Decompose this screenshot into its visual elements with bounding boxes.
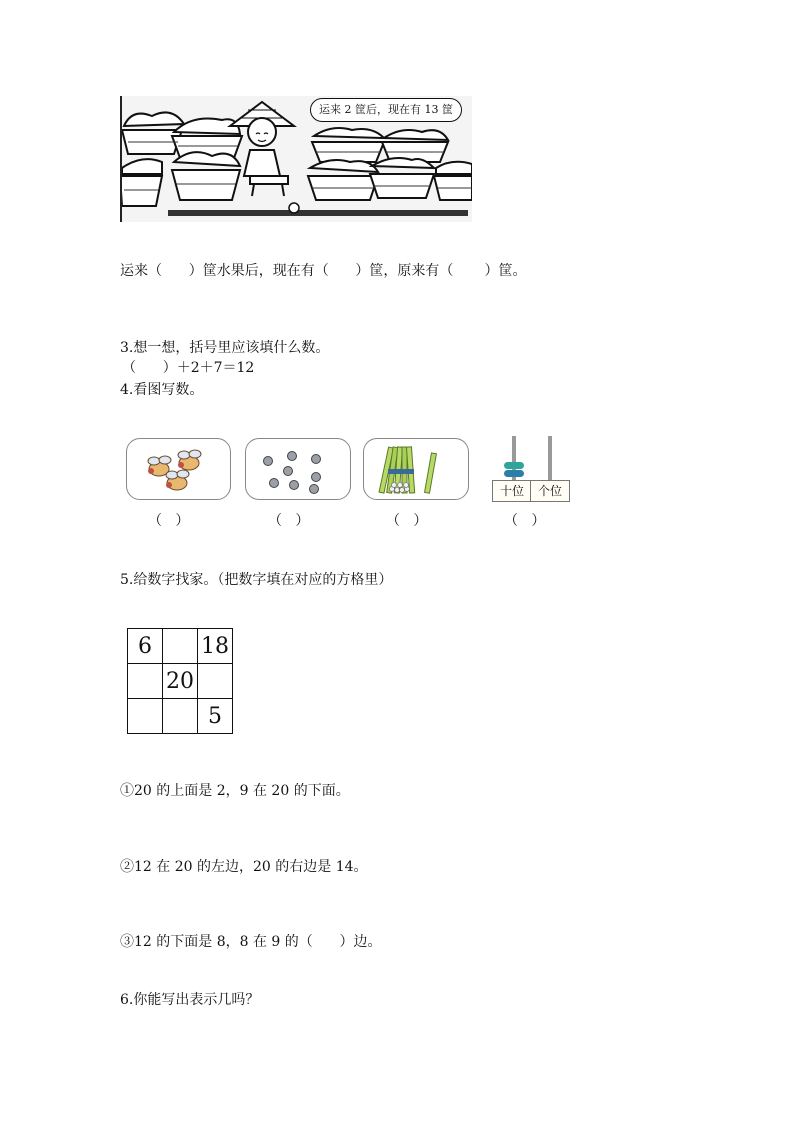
balls-card [245, 438, 351, 500]
q5-clue-3: ③12 的下面是 8，8 在 9 的（ ）边。 [120, 934, 382, 950]
grid-cell[interactable]: 18 [198, 629, 233, 664]
balls-icon [246, 439, 350, 499]
grid-cell[interactable]: 20 [163, 664, 198, 699]
sticks-card [363, 438, 469, 500]
abacus-rod-ones [548, 436, 552, 480]
bees-card [126, 438, 231, 500]
bees-icon [127, 439, 230, 499]
q3-equation: （ ）＋2＋7＝12 [122, 360, 255, 376]
abacus-ones-label: 个位 [530, 480, 570, 502]
number-grid [127, 628, 233, 734]
q5-clue-2: ②12 在 20 的左边，20 的右边是 14。 [120, 859, 368, 875]
answer-paren: （ ） [148, 513, 190, 529]
q5-title: 5.给数字找家。（把数字填在对应的方格里） [120, 572, 393, 588]
basket-question: 运来（ ）筐水果后，现在有（ ）筐，原来有（ ）筐。 [120, 263, 527, 279]
fruit-basket-illustration [120, 96, 472, 222]
abacus-tens-label: 十位 [492, 480, 532, 502]
answer-paren: （ ） [386, 513, 428, 529]
abacus-bead [504, 470, 524, 477]
bundle-sticks-icon [364, 439, 468, 499]
grid-cell[interactable]: 6 [128, 629, 163, 664]
q4-title: 4.看图写数。 [120, 382, 204, 398]
answer-paren: （ ） [268, 513, 310, 529]
abacus-bead [504, 462, 524, 469]
q6-title: 6.你能写出表示几吗？ [120, 992, 260, 1008]
q5-clue-1: ①20 的上面是 2，9 在 20 的下面。 [120, 783, 350, 799]
q3-title: 3.想一想，括号里应该填什么数。 [120, 340, 330, 356]
speech-bubble: 运来 2 筐后，现在有 13 筐 [310, 98, 462, 122]
grid-cell[interactable] [128, 699, 163, 734]
grid-cell[interactable] [163, 629, 198, 664]
grid-cell[interactable]: 5 [198, 699, 233, 734]
grid-cell[interactable] [163, 699, 198, 734]
grid-cell[interactable] [198, 664, 233, 699]
answer-paren: （ ） [504, 513, 546, 529]
grid-cell[interactable] [128, 664, 163, 699]
